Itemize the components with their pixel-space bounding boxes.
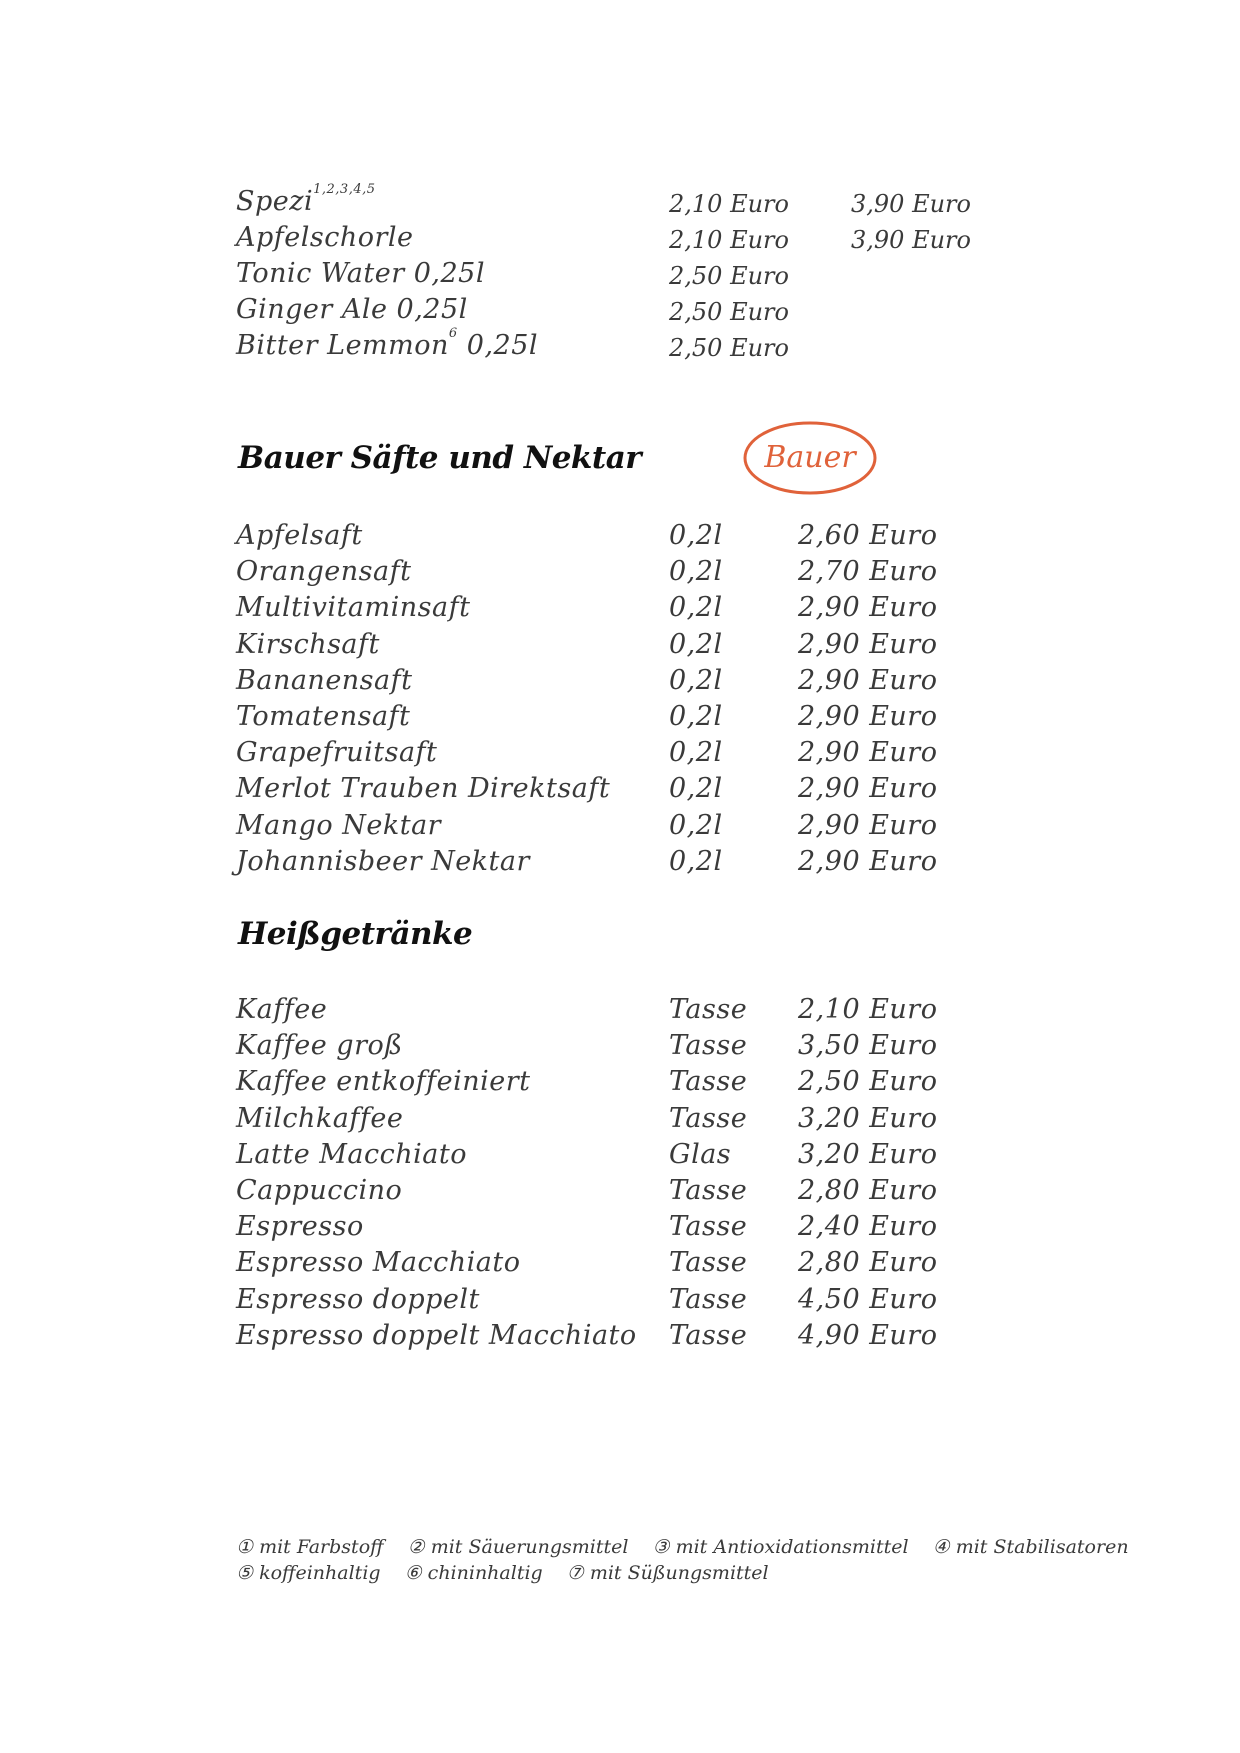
item-name: Johannisbeer Nektar	[236, 845, 530, 877]
item-price: 2,80 Euro	[798, 1247, 938, 1279]
item-name: Kaffee groß	[236, 1030, 403, 1062]
menu-row	[236, 994, 1116, 1030]
item-price: 2,90 Euro	[798, 809, 938, 841]
menu-row	[236, 773, 1116, 809]
item-price: 2,70 Euro	[798, 556, 938, 588]
item-size: 0,2l	[669, 845, 723, 877]
item-size: Tasse	[669, 1102, 748, 1134]
item-price: 2,90 Euro	[798, 845, 938, 877]
item-price: 4,90 Euro	[798, 1319, 938, 1351]
item-price-large: 3,90 Euro	[851, 226, 971, 254]
item-size: 0,2l	[669, 520, 723, 551]
item-size: Tasse	[669, 1175, 748, 1206]
item-name: Espresso Macchiato	[236, 1247, 521, 1279]
menu-row	[236, 1211, 1116, 1247]
menu-row	[236, 846, 1116, 882]
item-size: Glas	[669, 1138, 732, 1170]
item-price: 3,50 Euro	[798, 1030, 938, 1062]
item-name: Multivitaminsaft	[236, 592, 471, 624]
item-name: Apfelschorle	[236, 222, 414, 253]
menu-row	[236, 629, 1116, 665]
logo-text: Bauer	[764, 440, 856, 475]
item-size: Tasse	[669, 994, 748, 1025]
item-name: Kirschsaft	[236, 628, 380, 660]
item-price: 2,10 Euro	[669, 226, 789, 254]
item-price: 2,40 Euro	[798, 1211, 938, 1243]
item-price: 2,10 Euro	[669, 190, 789, 218]
item-name: Tomatensaft	[236, 701, 411, 732]
item-size: 0,2l	[669, 773, 723, 805]
menu-row	[236, 520, 1116, 556]
item-name: Ginger Ale 0,25l	[236, 294, 468, 325]
item-price: 2,10 Euro	[798, 994, 938, 1025]
footnotes-line-2	[236, 1562, 787, 1584]
item-price: 2,90 Euro	[798, 628, 938, 660]
menu-row	[236, 665, 1116, 701]
item-size: Tasse	[669, 1319, 748, 1351]
menu-row	[236, 1066, 1116, 1102]
item-size: Tasse	[669, 1247, 748, 1279]
menu-row	[236, 1139, 1116, 1175]
item-name: Bananensaft	[236, 664, 413, 696]
footnote: ② mit Säuerungsmittel	[407, 1536, 629, 1558]
item-name: Espresso doppelt Macchiato	[236, 1319, 637, 1351]
menu-row	[236, 1284, 1116, 1320]
menu-row	[236, 294, 1116, 330]
item-price: 2,50 Euro	[669, 262, 789, 290]
item-price: 2,50 Euro	[669, 298, 789, 326]
item-name: Bitter Lemmon$^6$ 0,25l	[236, 326, 539, 361]
item-size: 0,2l	[669, 664, 723, 696]
item-name: Mango Nektar	[236, 809, 442, 841]
item-name: Merlot Trauben Direktsaft	[236, 773, 611, 805]
section-title-juices: Bauer Säfte und Nektar	[238, 440, 642, 476]
item-size: 0,2l	[669, 592, 723, 624]
menu-row	[236, 1320, 1116, 1356]
item-size: 0,2l	[669, 701, 723, 732]
menu-row	[236, 592, 1116, 628]
item-name: Orangensaft	[236, 556, 412, 588]
item-name: Espresso doppelt	[236, 1283, 480, 1315]
item-price: 2,50 Euro	[669, 334, 789, 362]
item-size: 0,2l	[669, 556, 723, 588]
item-price: 2,60 Euro	[798, 520, 938, 551]
menu-row	[236, 182, 1116, 222]
item-name: Cappuccino	[236, 1175, 403, 1206]
menu-row	[236, 326, 1116, 366]
menu-row	[236, 258, 1116, 294]
item-price-large: 3,90 Euro	[851, 190, 971, 218]
menu-row	[236, 737, 1116, 773]
section-title-hot: Heißgetränke	[238, 916, 473, 952]
item-name: Apfelsaft	[236, 520, 363, 551]
footnote: ① mit Farbstoff	[236, 1536, 384, 1558]
item-name: Grapefruitsaft	[236, 737, 438, 769]
item-price: 4,50 Euro	[798, 1283, 938, 1315]
item-price: 2,90 Euro	[798, 592, 938, 624]
item-size: Tasse	[669, 1211, 748, 1243]
item-name: Kaffee entkoffeiniert	[236, 1066, 531, 1098]
item-size: 0,2l	[669, 737, 723, 769]
item-size: 0,2l	[669, 809, 723, 841]
item-price: 2,90 Euro	[798, 773, 938, 805]
menu-row	[236, 556, 1116, 592]
item-price: 2,90 Euro	[798, 701, 938, 732]
footnote: ⑤ koffeinhaltig	[236, 1562, 381, 1584]
item-name: Kaffee	[236, 994, 328, 1025]
menu-row	[236, 1103, 1116, 1139]
item-size: 0,2l	[669, 628, 723, 660]
menu-row	[236, 1175, 1116, 1211]
footnote: ④ mit Stabilisatoren	[932, 1536, 1129, 1558]
item-name: Latte Macchiato	[236, 1138, 468, 1170]
item-price: 3,20 Euro	[798, 1102, 938, 1134]
item-price: 2,50 Euro	[798, 1066, 938, 1098]
footnote: ③ mit Antioxidationsmittel	[652, 1536, 909, 1558]
menu-row	[236, 1030, 1116, 1066]
footnotes-line-1	[236, 1536, 1147, 1558]
item-price: 2,90 Euro	[798, 737, 938, 769]
footnote: ⑥ chininhaltig	[404, 1562, 543, 1584]
menu-row	[236, 701, 1116, 737]
item-size: Tasse	[669, 1030, 748, 1062]
menu-row	[236, 222, 1116, 258]
item-name: Spezi$^{1,2,3,4,5}$	[236, 182, 376, 217]
item-name: Milchkaffee	[236, 1102, 404, 1134]
item-size: Tasse	[669, 1066, 748, 1098]
footnote: ⑦ mit Süßungsmittel	[566, 1562, 769, 1584]
bauer-logo	[742, 420, 878, 496]
menu-row	[236, 810, 1116, 846]
item-name: Tonic Water 0,25l	[236, 258, 485, 289]
menu-row	[236, 1247, 1116, 1283]
item-name: Espresso	[236, 1211, 364, 1243]
item-price: 2,90 Euro	[798, 664, 938, 696]
item-price: 3,20 Euro	[798, 1138, 938, 1170]
item-price: 2,80 Euro	[798, 1175, 938, 1206]
item-size: Tasse	[669, 1283, 748, 1315]
